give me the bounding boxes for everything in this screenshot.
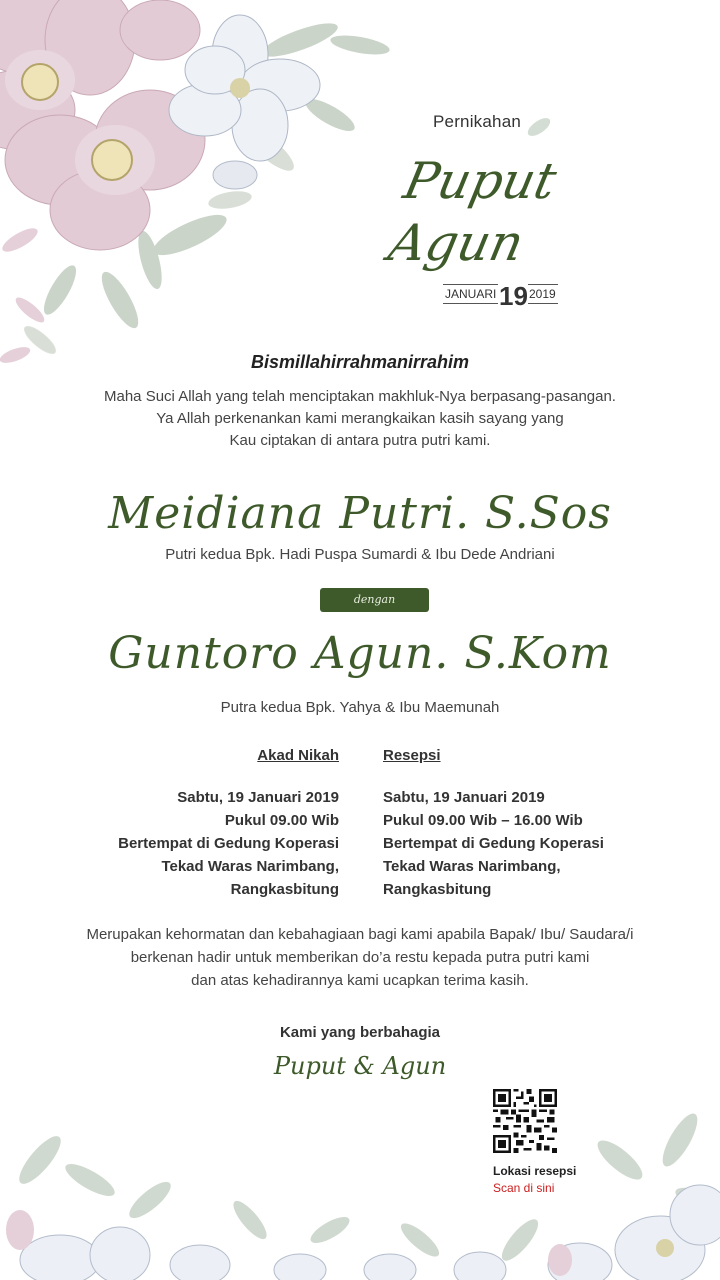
opening-verse [60, 386, 660, 452]
opening-line: Maha Suci Allah yang telah menciptakan makhluk-Nya berpasang-pasangan. [104, 388, 616, 405]
signoff-label: Kami yang berbahagia [279, 1024, 441, 1041]
opening-line: Kau ciptakan di antara putra putri kami. [229, 432, 491, 449]
resepsi-details [383, 786, 643, 901]
leaf-accent-icon [524, 112, 554, 142]
closing-line: dan atas kehadirannya kami ucapkan terima kasih. [191, 972, 529, 989]
couple-signature: Puput & Agun [273, 1052, 447, 1080]
floral-bottom-decoration [0, 1080, 720, 1280]
date-day: 19 [499, 281, 528, 311]
bismillah-heading: Bismillahirrahmanirrahim [250, 352, 470, 372]
event-detail-line: Bertempat di Gedung Koperasi [118, 835, 339, 852]
qr-label: Lokasi resepsi [493, 1164, 577, 1178]
closing-line: Merupakan kehormatan dan kebahagiaan bagi kami apabila Bapak/ Ibu/ Saudara/i [86, 926, 634, 943]
event-detail-line: Pukul 09.00 Wib [224, 812, 339, 829]
date-month: JANUARI [445, 287, 497, 301]
couple-second-name: Agun [383, 214, 529, 272]
couple-first-name: Puput [398, 152, 562, 210]
event-detail-line: Rangkasbitung [383, 881, 492, 898]
opening-line: Ya Allah perkenankan kami merangkaikan kasih sayang yang [156, 410, 564, 427]
bride-name: Meidiana Putri. S.Sos [108, 488, 612, 539]
event-detail-line: Sabtu, 19 Januari 2019 [383, 789, 545, 806]
floral-top-left-decoration [0, 0, 400, 380]
event-detail-line: Tekad Waras Narimbang, [161, 858, 339, 875]
closing-message [40, 923, 680, 992]
event-detail-line: Rangkasbitung [230, 881, 339, 898]
header-label: Pernikahan [433, 112, 522, 131]
closing-line: berkenan hadir untuk memberikan do’a restu kepada putra putri kami [130, 949, 590, 966]
wedding-date [440, 283, 560, 311]
event-detail-line: Pukul 09.00 Wib – 16.00 Wib [383, 812, 583, 829]
akad-nikah-title: Akad Nikah [257, 747, 339, 764]
connector-badge: dengan [320, 588, 429, 612]
event-detail-line: Tekad Waras Narimbang, [383, 858, 561, 875]
bride-parents: Putri kedua Bpk. Hadi Puspa Sumardi & Ibu Dede Andriani [165, 546, 555, 563]
couple-monogram [380, 150, 600, 274]
event-detail-line: Bertempat di Gedung Koperasi [383, 835, 604, 852]
date-year: 2019 [529, 287, 556, 301]
akad-nikah-details [79, 786, 339, 901]
groom-parents: Putra kedua Bpk. Yahya & Ibu Maemunah [220, 699, 500, 716]
qr-code-icon[interactable] [493, 1089, 557, 1153]
qr-scan-hint: Scan di sini [493, 1181, 555, 1195]
groom-name: Guntoro Agun. S.Kom [108, 628, 612, 679]
event-detail-line: Sabtu, 19 Januari 2019 [177, 789, 339, 806]
resepsi-title: Resepsi [383, 747, 441, 764]
